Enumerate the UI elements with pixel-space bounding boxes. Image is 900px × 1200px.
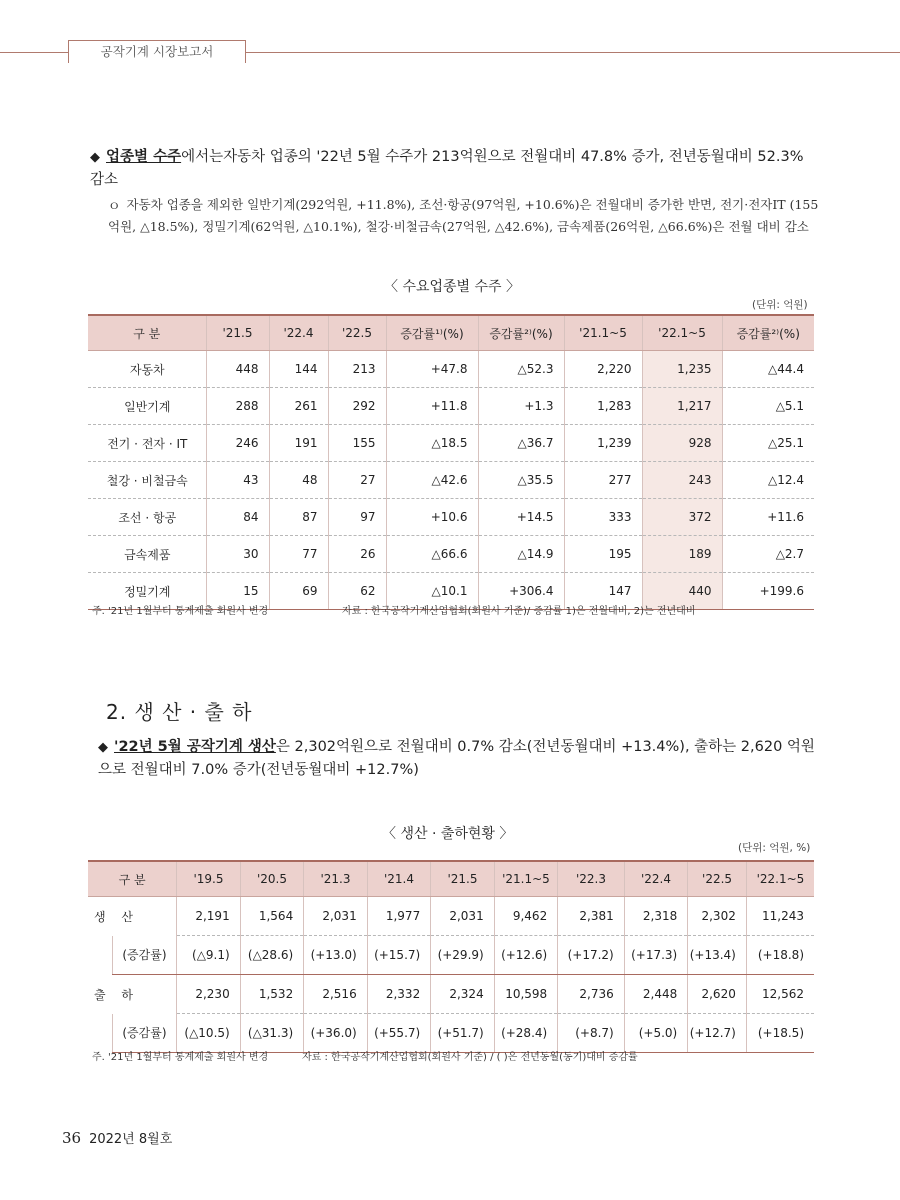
row-label: 금속제품 xyxy=(88,536,206,573)
table-cell: △18.5 xyxy=(386,425,478,462)
page-number: 36 xyxy=(62,1129,82,1147)
table-cell: 1,564 xyxy=(240,897,304,936)
table-cell: (+55.7) xyxy=(367,1014,431,1053)
table-cell: 246 xyxy=(206,425,269,462)
row-label: 정밀기계 xyxy=(88,573,206,610)
sub-paragraph-text: 자동차 업종을 제외한 일반기계(292억원, +11.8%), 조선·항공(97억원, +10.6%)은 전월대비 증가한 반면, 전기·전자IT (155억원, △18.5%), 정밀기계(62억원, △10.1%), 철강·비철금속(27억원, △42.6%), 금속제품(26억원, △66.6%)은 전월 대비 감소 xyxy=(108,197,819,234)
table2-header-cell: '21.1~5 xyxy=(494,861,558,897)
section-title: 2. 생 산 · 출 하 xyxy=(106,700,253,724)
diamond-bullet-icon: ◆ xyxy=(90,150,100,165)
table-cell: 155 xyxy=(328,425,386,462)
table-cell: 69 xyxy=(269,573,328,610)
table-cell: 26 xyxy=(328,536,386,573)
table-cell: △44.4 xyxy=(722,351,814,388)
table-cell: 2,031 xyxy=(431,897,495,936)
table-cell: (+17.3) xyxy=(624,936,688,975)
table-cell: △2.7 xyxy=(722,536,814,573)
table-cell: (+17.2) xyxy=(558,936,625,975)
table-cell: (+15.7) xyxy=(367,936,431,975)
table-cell: (△28.6) xyxy=(240,936,304,975)
table-row xyxy=(88,1014,814,1053)
table-cell: 213 xyxy=(328,351,386,388)
table-cell: 2,324 xyxy=(431,975,495,1014)
table-cell: 84 xyxy=(206,499,269,536)
table-row xyxy=(88,536,814,573)
table-cell: (△10.5) xyxy=(177,1014,241,1053)
table1-header-cell: '21.5 xyxy=(206,315,269,351)
row-label: 철강 · 비철금속 xyxy=(88,462,206,499)
table-cell: 2,031 xyxy=(304,897,368,936)
orders-table xyxy=(88,314,814,610)
table-cell: (+29.9) xyxy=(431,936,495,975)
table-cell: 62 xyxy=(328,573,386,610)
table2-header-cell: '22.4 xyxy=(624,861,688,897)
table-cell: (+51.7) xyxy=(431,1014,495,1053)
table-cell: +306.4 xyxy=(478,573,564,610)
table-cell: +199.6 xyxy=(722,573,814,610)
table-cell: +11.8 xyxy=(386,388,478,425)
table-cell: (+5.0) xyxy=(624,1014,688,1053)
table-cell: 243 xyxy=(642,462,722,499)
table-cell: 30 xyxy=(206,536,269,573)
row-sub-label: (증감률) xyxy=(112,936,177,975)
table-cell: +10.6 xyxy=(386,499,478,536)
table-cell: +47.8 xyxy=(386,351,478,388)
paragraph-orders xyxy=(90,146,820,191)
table-cell: 1,532 xyxy=(240,975,304,1014)
table-cell: 2,191 xyxy=(177,897,241,936)
table-cell: 9,462 xyxy=(494,897,558,936)
table-cell: 2,220 xyxy=(564,351,642,388)
table-cell: 440 xyxy=(642,573,722,610)
table-row xyxy=(88,351,814,388)
table-cell: 97 xyxy=(328,499,386,536)
table-cell: +1.3 xyxy=(478,388,564,425)
row-group-label: 생 산 xyxy=(94,909,139,924)
row-sub-label: (증감률) xyxy=(112,1014,177,1053)
table-cell: 2,516 xyxy=(304,975,368,1014)
table-cell: △42.6 xyxy=(386,462,478,499)
table1-note: 주. '21년 1월부터 통계제출 회원사 변경 xyxy=(92,606,269,617)
table1-header-cell: 증감률²⁾(%) xyxy=(478,315,564,351)
table1-unit: (단위: 억원) xyxy=(752,299,808,311)
table-cell: △66.6 xyxy=(386,536,478,573)
table-cell: (+13.0) xyxy=(304,936,368,975)
table-cell: +14.5 xyxy=(478,499,564,536)
table1-caption: 〈 수요업종별 수주 〉 xyxy=(384,279,521,295)
table2-header-cell: 구 분 xyxy=(88,861,177,897)
table-cell: 928 xyxy=(642,425,722,462)
lead-phrase: '22년 5월 공작기계 생산 xyxy=(114,739,276,755)
table-cell: 1,235 xyxy=(642,351,722,388)
table-row xyxy=(88,462,814,499)
table-row xyxy=(88,499,814,536)
table-row xyxy=(88,897,814,936)
row-label: 자동차 xyxy=(88,351,206,388)
table-cell: 195 xyxy=(564,536,642,573)
table-cell: 43 xyxy=(206,462,269,499)
row-label: 조선 · 항공 xyxy=(88,499,206,536)
table2-header-cell: '19.5 xyxy=(177,861,241,897)
table-cell: 2,448 xyxy=(624,975,688,1014)
table-cell: (+13.4) xyxy=(688,936,747,975)
table2-note: 주. '21년 1월부터 통계제출 회원사 변경 xyxy=(92,1052,269,1063)
paragraph-text: 에서는자동차 업종의 '22년 5월 수주가 213억원으로 전월대비 47.8% 증가, 전년동월대비 52.3% 감소 xyxy=(90,149,804,188)
table2-header-cell: '21.3 xyxy=(304,861,368,897)
table1-header-cell: '21.1~5 xyxy=(564,315,642,351)
table2-caption: 〈 생산 · 출하현황 〉 xyxy=(382,826,514,842)
table-cell: (△9.1) xyxy=(177,936,241,975)
table1-header-cell: 구 분 xyxy=(88,315,206,351)
table-cell: (+28.4) xyxy=(494,1014,558,1053)
table1-header-cell: '22.1~5 xyxy=(642,315,722,351)
table-cell: +11.6 xyxy=(722,499,814,536)
table-cell: 10,598 xyxy=(494,975,558,1014)
table-cell: △25.1 xyxy=(722,425,814,462)
table-cell: 277 xyxy=(564,462,642,499)
ring-bullet-icon: ｏ xyxy=(108,197,121,212)
table-cell: 288 xyxy=(206,388,269,425)
spacer-cell xyxy=(88,1014,112,1053)
table-row xyxy=(88,975,814,1014)
table-cell: △36.7 xyxy=(478,425,564,462)
table-cell: (+12.7) xyxy=(688,1014,747,1053)
row-label: 전기 · 전자 · IT xyxy=(88,425,206,462)
table2-header-cell: '22.5 xyxy=(688,861,747,897)
table2-header-cell: '22.3 xyxy=(558,861,625,897)
sub-paragraph-orders xyxy=(108,194,820,238)
table-row xyxy=(88,425,814,462)
table-cell: 191 xyxy=(269,425,328,462)
table-cell: 448 xyxy=(206,351,269,388)
table1-header-cell: '22.4 xyxy=(269,315,328,351)
page-footer xyxy=(62,1128,172,1147)
table-cell: 2,318 xyxy=(624,897,688,936)
table-cell: 77 xyxy=(269,536,328,573)
table-row xyxy=(88,388,814,425)
table-cell: (+12.6) xyxy=(494,936,558,975)
table-cell: 147 xyxy=(564,573,642,610)
table-cell: 261 xyxy=(269,388,328,425)
table-cell: 12,562 xyxy=(746,975,814,1014)
table-cell: △35.5 xyxy=(478,462,564,499)
production-table xyxy=(88,860,814,1053)
paragraph-production xyxy=(98,736,818,781)
issue-label: 2022년 8월호 xyxy=(89,1132,173,1147)
table-row xyxy=(88,936,814,975)
table-cell: (+8.7) xyxy=(558,1014,625,1053)
table2-header-cell: '21.4 xyxy=(367,861,431,897)
table-cell: (+18.5) xyxy=(746,1014,814,1053)
table-cell: 292 xyxy=(328,388,386,425)
table1-header-cell: '22.5 xyxy=(328,315,386,351)
table-cell: △14.9 xyxy=(478,536,564,573)
table-cell: 2,381 xyxy=(558,897,625,936)
table2-header-cell: '20.5 xyxy=(240,861,304,897)
table1-header-cell: 증감률²⁾(%) xyxy=(722,315,814,351)
header-title: 공작기계 시장보고서 xyxy=(68,40,246,63)
row-group-label: 출 하 xyxy=(94,987,139,1002)
table-cell: (△31.3) xyxy=(240,1014,304,1053)
table-cell: △5.1 xyxy=(722,388,814,425)
paragraph-text: 은 2,302억원으로 전월대비 0.7% 감소(전년동월대비 +13.4%), 출하는 2,620 억원으로 전월대비 7.0% 증가(전년동월대비 +12.7%) xyxy=(98,739,815,778)
table-cell: 48 xyxy=(269,462,328,499)
table-cell: (+36.0) xyxy=(304,1014,368,1053)
table2-unit: (단위: 억원, %) xyxy=(738,842,811,854)
table-cell: 1,283 xyxy=(564,388,642,425)
row-label: 일반기계 xyxy=(88,388,206,425)
table-cell: 2,620 xyxy=(688,975,747,1014)
table-cell: 2,302 xyxy=(688,897,747,936)
spacer-cell xyxy=(88,936,112,975)
lead-phrase: 업종별 수주 xyxy=(106,149,182,165)
table-cell: △12.4 xyxy=(722,462,814,499)
table1-source: 자료 : 한국공작기계산업협회(회원사 기준)/ 증감률 1)은 전월대비, 2)는 전년대비 xyxy=(342,606,696,617)
table2-header-cell: '21.5 xyxy=(431,861,495,897)
table-cell: 2,230 xyxy=(177,975,241,1014)
table-cell: 333 xyxy=(564,499,642,536)
table-cell: 2,332 xyxy=(367,975,431,1014)
table-cell: △52.3 xyxy=(478,351,564,388)
table-cell: 1,977 xyxy=(367,897,431,936)
table-cell: 87 xyxy=(269,499,328,536)
table-cell: △10.1 xyxy=(386,573,478,610)
table-cell: 189 xyxy=(642,536,722,573)
table1-header-cell: 증감률¹⁾(%) xyxy=(386,315,478,351)
table2-source: 자료 : 한국공작기계산업협회(회원사 기준) / ( )은 전년동월(동기)대비 증감률 xyxy=(302,1052,638,1063)
table2-header-cell: '22.1~5 xyxy=(746,861,814,897)
table-cell: 11,243 xyxy=(746,897,814,936)
table-cell: 2,736 xyxy=(558,975,625,1014)
table-cell: 15 xyxy=(206,573,269,610)
table-cell: 372 xyxy=(642,499,722,536)
table-cell: 27 xyxy=(328,462,386,499)
table-cell: 1,239 xyxy=(564,425,642,462)
table-cell: 1,217 xyxy=(642,388,722,425)
table-cell: 144 xyxy=(269,351,328,388)
table-cell: (+18.8) xyxy=(746,936,814,975)
diamond-bullet-icon: ◆ xyxy=(98,740,108,755)
